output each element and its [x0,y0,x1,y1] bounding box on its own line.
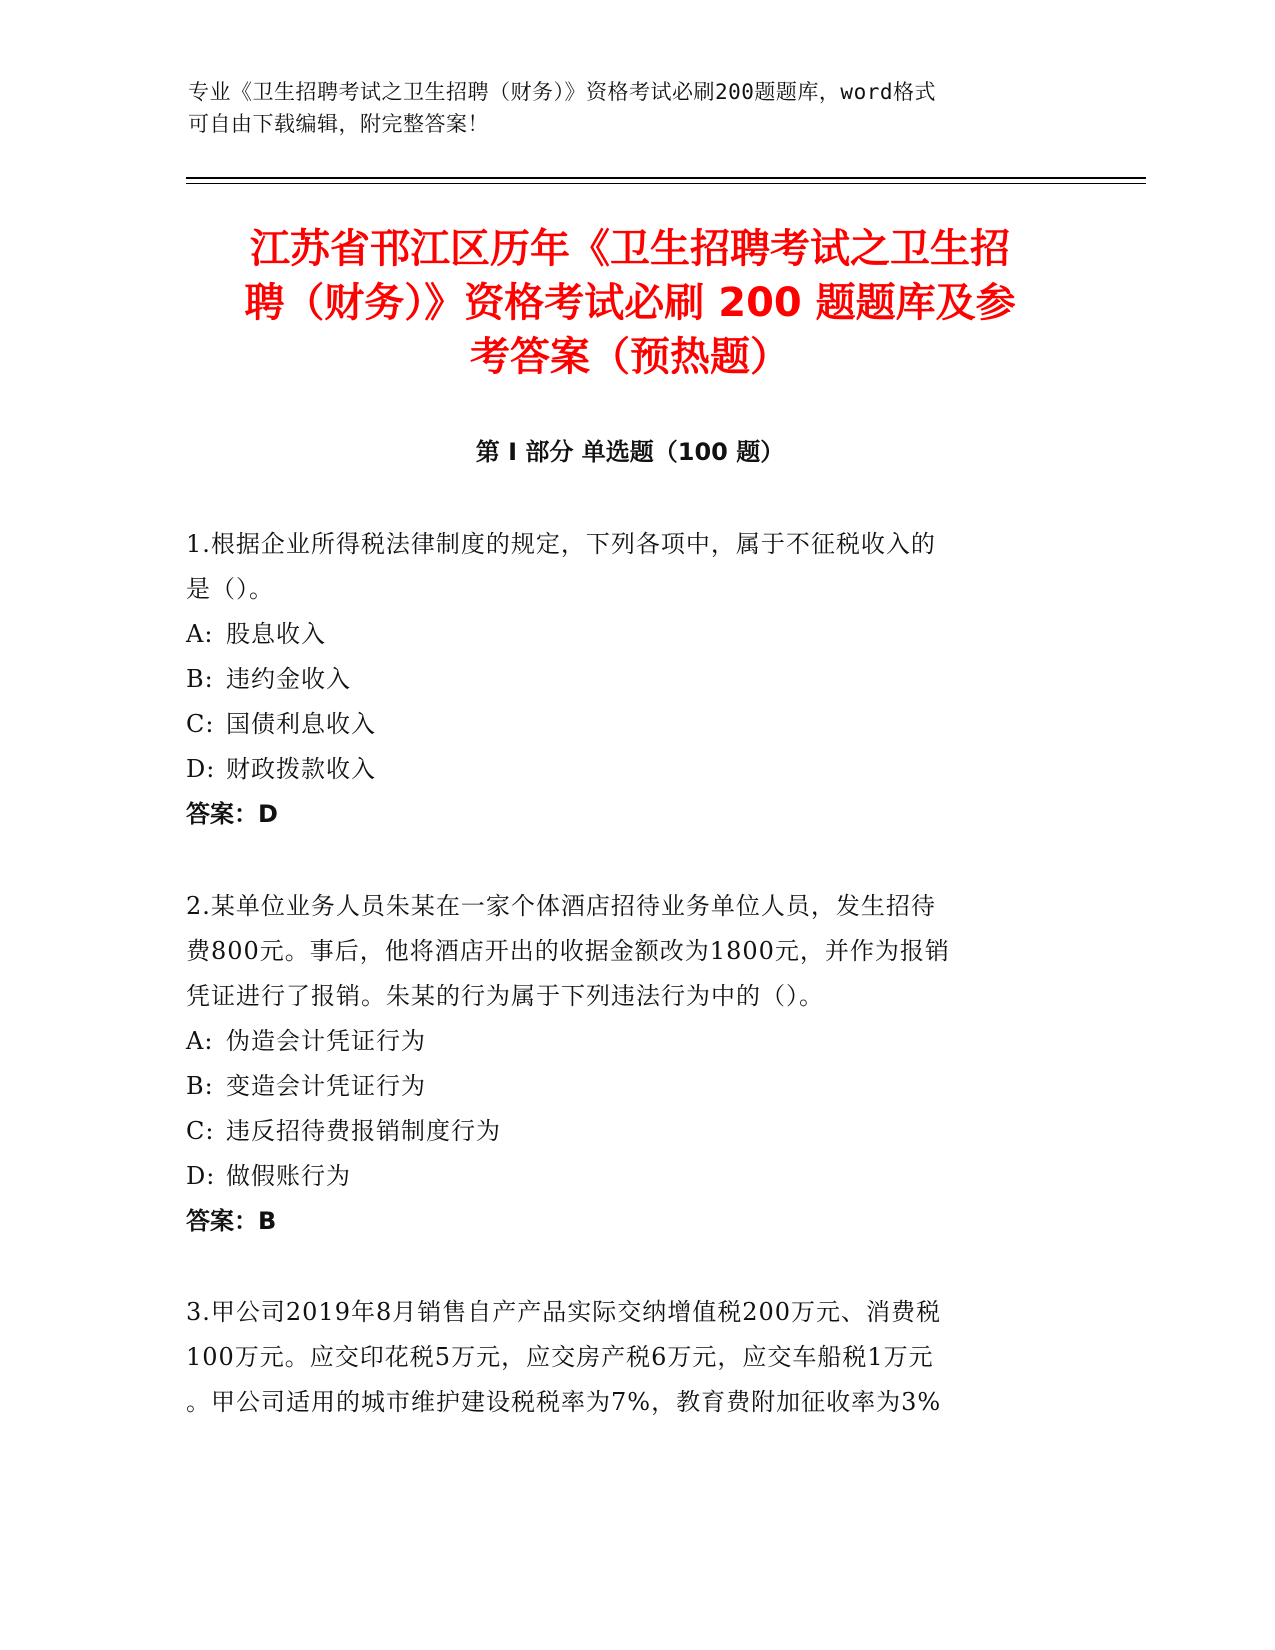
option-d [186,1154,1076,1199]
question-stem-line: 100万元。应交印花税5万元，应交房产税6万元，应交车船税1万元 [186,1343,934,1371]
question-1 [186,522,1076,837]
option-a [186,1019,1076,1064]
question-stem-line: 。甲公司适用的城市维护建设税税率为7%，教育费附加征收率为3% [186,1388,942,1416]
question-stem-line: 2.某单位业务人员朱某在一家个体酒店招待业务单位人员，发生招待 [186,892,936,920]
option-b [186,657,1076,702]
option-letter: B: [186,1072,214,1100]
option-a [186,612,1076,657]
question-2 [186,884,1076,1244]
option-letter: D: [186,1162,216,1190]
question-stem-line: 3.甲公司2019年8月销售自产产品实际交纳增值税200万元、消费税 [186,1298,942,1326]
option-text: 股息收入 [226,620,326,648]
document-title-line-3: 考答案（预热题） [470,334,790,380]
header-divider-thin [186,183,1146,184]
option-letter: A: [186,1027,214,1055]
option-letter: D: [186,755,216,783]
section-title: 第 I 部分 单选题（100 题） [475,438,785,466]
option-letter: A: [186,620,214,648]
header-note-line-2: 可自由下载编辑，附完整答案！ [188,112,489,136]
option-b [186,1064,1076,1109]
question-stem-line: 凭证进行了报销。朱某的行为属于下列违法行为中的（）。 [186,982,824,1010]
header-divider-thick [186,177,1146,179]
question-3 [186,1290,1076,1425]
document-title-line-2: 聘（财务）》资格考试必刷 200 题题库及参 [244,280,1016,326]
option-text: 国债利息收入 [226,710,376,738]
option-letter: C: [186,1117,215,1145]
option-text: 违反招待费报销制度行为 [226,1117,501,1145]
option-text: 财政拨款收入 [226,755,376,783]
document-title-line-1: 江苏省邗江区历年《卫生招聘考试之卫生招 [250,226,1010,272]
question-stem-line: 1.根据企业所得税法律制度的规定，下列各项中，属于不征税收入的 [186,530,936,558]
option-text: 违约金收入 [226,665,351,693]
option-d [186,747,1076,792]
option-letter: C: [186,710,215,738]
option-text: 做假账行为 [226,1162,351,1190]
document-title [180,222,1080,384]
answer-label: 答案：D [186,800,278,828]
header-note [188,76,1068,140]
option-text: 伪造会计凭证行为 [226,1027,426,1055]
option-c [186,1109,1076,1154]
header-note-line-1: 专业《卫生招聘考试之卫生招聘（财务）》资格考试必刷200题题库，word格式 [188,80,936,104]
option-letter: B: [186,665,214,693]
option-text: 变造会计凭证行为 [226,1072,426,1100]
answer-label: 答案：B [186,1207,277,1235]
question-stem-line: 费800元。事后，他将酒店开出的收据金额改为1800元，并作为报销 [186,937,950,965]
question-stem-line: 是（）。 [186,575,274,603]
option-c [186,702,1076,747]
